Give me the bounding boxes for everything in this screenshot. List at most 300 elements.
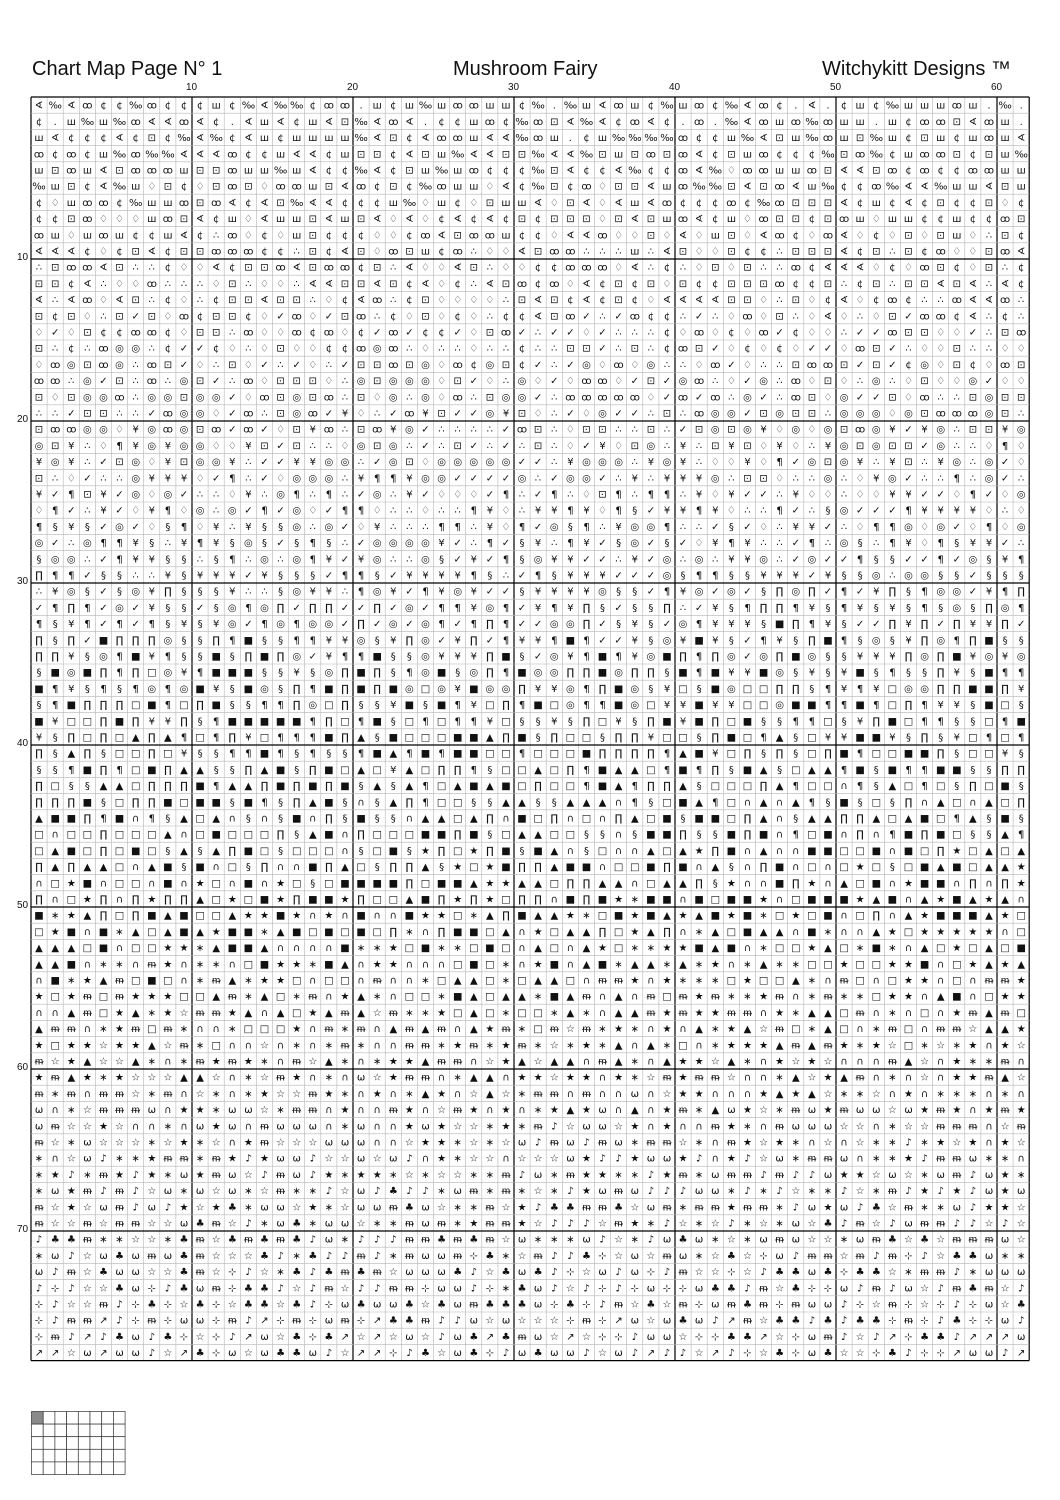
stitch-symbol: ¢ <box>197 230 203 241</box>
column-number: 10 <box>186 82 197 93</box>
stitch-symbol: ∩ <box>615 1089 622 1100</box>
stitch-symbol: ↗ <box>341 1332 349 1343</box>
stitch-symbol: ∢ <box>405 214 413 225</box>
stitch-symbol: ■ <box>501 846 510 857</box>
stitch-symbol: ☆ <box>357 1219 366 1230</box>
stitch-symbol: ☆ <box>67 1348 76 1359</box>
stitch-symbol: ᵯ <box>195 1008 205 1019</box>
stitch-symbol: ■ <box>453 878 462 889</box>
stitch-symbol: ∴ <box>84 441 90 452</box>
stitch-symbol: ᵯ <box>34 1219 44 1230</box>
stitch-symbol: ∗ <box>582 1008 590 1019</box>
stitch-symbol: ‰ <box>1014 149 1027 160</box>
stitch-symbol: □ <box>550 830 559 841</box>
stitch-symbol: ∴ <box>68 376 74 387</box>
stitch-symbol: ⊡ <box>872 279 880 290</box>
stitch-symbol: ш <box>83 230 92 241</box>
stitch-symbol: ✓ <box>534 522 542 533</box>
stitch-symbol: ꝏ <box>614 360 624 371</box>
stitch-symbol: ꝏ <box>920 311 930 322</box>
stitch-symbol: ⊹ <box>132 1316 140 1327</box>
stitch-symbol: ∴ <box>406 522 412 533</box>
stitch-symbol: ∏ <box>438 927 446 938</box>
stitch-symbol: ✓ <box>115 506 123 517</box>
stitch-symbol: ✓ <box>180 360 188 371</box>
stitch-symbol: ‰ <box>660 101 673 112</box>
stitch-symbol: ✓ <box>614 571 622 582</box>
stitch-symbol: ♪ <box>841 1332 847 1343</box>
stitch-symbol: ★ <box>824 1202 833 1213</box>
stitch-symbol: ∩ <box>116 895 123 906</box>
stitch-symbol: ■ <box>83 797 92 808</box>
stitch-symbol: ∏ <box>100 700 108 711</box>
stitch-symbol: ꝏ <box>565 311 575 322</box>
stitch-symbol: ★ <box>131 992 140 1003</box>
stitch-symbol: ∏ <box>631 668 639 679</box>
stitch-symbol: ш <box>292 230 301 241</box>
stitch-symbol: ∩ <box>84 1024 91 1035</box>
stitch-symbol: ◎ <box>325 522 334 533</box>
stitch-symbol: ▲ <box>454 781 462 792</box>
stitch-symbol: ∢ <box>470 149 478 160</box>
stitch-symbol: ¥ <box>213 619 219 630</box>
stitch-symbol: ▲ <box>631 959 639 970</box>
stitch-symbol: ♣ <box>324 1267 333 1278</box>
stitch-symbol: ▲ <box>776 781 784 792</box>
stitch-symbol: ✓ <box>904 425 912 436</box>
stitch-symbol: ◎ <box>743 392 752 403</box>
stitch-symbol: ш <box>888 133 897 144</box>
stitch-symbol: □ <box>888 976 897 987</box>
stitch-symbol: ᵯ <box>453 1105 463 1116</box>
stitch-symbol: □ <box>324 846 333 857</box>
stitch-symbol: ‰ <box>354 117 367 128</box>
stitch-symbol: ᵯ <box>678 1008 688 1019</box>
stitch-symbol: ш <box>630 247 639 258</box>
stitch-symbol: ¶ <box>310 635 316 646</box>
stitch-symbol: ■ <box>340 878 349 889</box>
stitch-symbol: ∴ <box>809 473 815 484</box>
stitch-symbol: ω <box>293 1154 301 1165</box>
stitch-symbol: ◎ <box>1017 490 1026 501</box>
stitch-symbol: ∴ <box>245 554 251 565</box>
stitch-symbol: ♢ <box>147 522 156 533</box>
stitch-symbol: ¶ <box>664 587 670 598</box>
stitch-symbol: ♢ <box>502 247 511 258</box>
stitch-symbol: ¶ <box>471 506 477 517</box>
stitch-symbol: ¥ <box>632 554 638 565</box>
stitch-symbol: ✓ <box>389 571 397 582</box>
stitch-symbol: § <box>1019 571 1024 582</box>
stitch-symbol: ∗ <box>743 1219 751 1230</box>
stitch-symbol: ▲ <box>583 943 591 954</box>
stitch-symbol: ▲ <box>889 781 897 792</box>
stitch-symbol: ᵯ <box>420 1316 430 1327</box>
stitch-symbol: ⊡ <box>824 279 832 290</box>
stitch-symbol: ⊡ <box>550 182 558 193</box>
stitch-symbol: ∏ <box>583 878 591 889</box>
stitch-symbol: ꝏ <box>517 279 527 290</box>
stitch-symbol: ■ <box>1000 781 1009 792</box>
stitch-symbol: § <box>874 781 879 792</box>
stitch-symbol: ◎ <box>389 376 398 387</box>
stitch-symbol: § <box>230 652 235 663</box>
stitch-symbol: ☆ <box>324 1154 333 1165</box>
stitch-symbol: ■ <box>276 781 285 792</box>
stitch-symbol: ☆ <box>276 1138 285 1149</box>
stitch-symbol: ¶ <box>261 619 267 630</box>
stitch-symbol: ♢ <box>791 344 800 355</box>
stitch-symbol: □ <box>324 976 333 987</box>
stitch-symbol: ⊡ <box>293 376 301 387</box>
stitch-symbol: ♢ <box>212 279 221 290</box>
stitch-symbol: ★ <box>421 911 430 922</box>
stitch-symbol: □ <box>195 814 204 825</box>
stitch-symbol: ⊡ <box>309 230 317 241</box>
stitch-symbol: ▲ <box>631 1008 639 1019</box>
stitch-symbol: ♢ <box>743 214 752 225</box>
stitch-symbol: ◎ <box>486 603 495 614</box>
stitch-symbol: ᵯ <box>98 1300 108 1311</box>
stitch-symbol: ♪ <box>165 1283 171 1294</box>
stitch-symbol: ☆ <box>228 1251 237 1262</box>
stitch-symbol: ♢ <box>485 295 494 306</box>
stitch-symbol: □ <box>131 976 140 987</box>
stitch-symbol: ♢ <box>180 263 189 274</box>
stitch-symbol: ⊡ <box>985 247 993 258</box>
stitch-symbol: ω <box>518 1235 526 1246</box>
stitch-symbol: ◎ <box>405 538 414 549</box>
stitch-symbol: ∩ <box>277 943 284 954</box>
stitch-symbol: ★ <box>437 1154 446 1165</box>
stitch-symbol: ♢ <box>469 328 478 339</box>
stitch-symbol: ◎ <box>357 635 366 646</box>
stitch-symbol: ω <box>276 1202 284 1213</box>
stitch-symbol: § <box>230 765 235 776</box>
stitch-symbol: ♪ <box>310 1154 316 1165</box>
stitch-symbol: § <box>230 538 235 549</box>
stitch-symbol: ∴ <box>889 279 895 290</box>
stitch-symbol: § <box>874 603 879 614</box>
stitch-symbol: ♢ <box>308 344 317 355</box>
stitch-symbol: ♢ <box>421 506 430 517</box>
stitch-symbol: □ <box>372 927 381 938</box>
stitch-symbol: ¢ <box>36 214 42 225</box>
stitch-symbol: ¥ <box>680 700 686 711</box>
stitch-symbol: ∩ <box>277 862 284 873</box>
stitch-symbol: ⊡ <box>196 166 204 177</box>
stitch-symbol: ✓ <box>454 619 462 630</box>
stitch-symbol: ꝏ <box>324 392 334 403</box>
stitch-symbol: ◎ <box>695 554 704 565</box>
stitch-symbol: ■ <box>598 959 607 970</box>
stitch-symbol: ✓ <box>631 376 639 387</box>
stitch-symbol: ∢ <box>985 295 993 306</box>
stitch-symbol: ◎ <box>373 344 382 355</box>
stitch-symbol: ¶ <box>342 571 348 582</box>
stitch-symbol: ∴ <box>793 311 799 322</box>
stitch-symbol: ᵯ <box>1000 1057 1010 1068</box>
stitch-symbol: § <box>278 522 283 533</box>
stitch-symbol: ♢ <box>711 247 720 258</box>
stitch-symbol: ‰ <box>612 133 625 144</box>
stitch-symbol: ∴ <box>390 490 396 501</box>
stitch-symbol: ♪ <box>615 1154 621 1165</box>
stitch-symbol: ¥ <box>213 538 219 549</box>
stitch-symbol: § <box>681 571 686 582</box>
stitch-symbol: ꝏ <box>227 247 237 258</box>
stitch-symbol: ■ <box>211 652 220 663</box>
stitch-symbol: ∢ <box>212 263 220 274</box>
stitch-symbol: ¢ <box>261 149 267 160</box>
stitch-symbol: ω <box>840 1202 848 1213</box>
stitch-symbol: ★ <box>260 1089 269 1100</box>
stitch-symbol: § <box>536 716 541 727</box>
stitch-symbol: ∩ <box>100 878 107 889</box>
stitch-symbol: ☆ <box>469 1138 478 1149</box>
stitch-symbol: ♢ <box>614 230 623 241</box>
stitch-symbol: □ <box>807 733 816 744</box>
stitch-symbol: ▲ <box>148 1040 156 1051</box>
stitch-symbol: ⊡ <box>969 425 977 436</box>
stitch-symbol: ∴ <box>776 522 782 533</box>
stitch-symbol: □ <box>453 814 462 825</box>
stitch-symbol: § <box>214 603 219 614</box>
stitch-symbol: ¥ <box>889 652 895 663</box>
stitch-symbol: ★ <box>663 976 672 987</box>
stitch-symbol: ✓ <box>421 490 429 501</box>
stitch-symbol: ⊡ <box>115 166 123 177</box>
stitch-symbol: § <box>165 814 170 825</box>
stitch-symbol: ♢ <box>1017 506 1026 517</box>
stitch-symbol: ■ <box>163 862 172 873</box>
stitch-symbol: ¢ <box>744 344 750 355</box>
stitch-symbol: ∩ <box>937 1008 944 1019</box>
stitch-symbol: ⊡ <box>792 409 800 420</box>
stitch-symbol: ∗ <box>711 1040 719 1051</box>
stitch-symbol: ¢ <box>406 295 412 306</box>
stitch-symbol: ◎ <box>904 522 913 533</box>
stitch-symbol: ꝏ <box>485 230 495 241</box>
stitch-symbol: ▲ <box>389 1024 397 1035</box>
stitch-symbol: ☆ <box>598 1219 607 1230</box>
stitch-symbol: □ <box>823 959 832 970</box>
stitch-symbol: ¥ <box>471 603 477 614</box>
stitch-symbol: ★ <box>485 878 494 889</box>
stitch-symbol: ¥ <box>100 506 106 517</box>
stitch-symbol: ∩ <box>309 943 316 954</box>
stitch-symbol: ∗ <box>260 1057 268 1068</box>
stitch-symbol: ⊹ <box>920 1316 928 1327</box>
stitch-symbol: ¶ <box>229 554 235 565</box>
stitch-symbol: ᵯ <box>694 1073 704 1084</box>
stitch-symbol: ¢ <box>326 230 332 241</box>
stitch-symbol: ᵯ <box>372 1267 382 1278</box>
stitch-symbol: ꝏ <box>453 133 463 144</box>
stitch-symbol: ꝏ <box>356 311 366 322</box>
stitch-symbol: ♢ <box>598 198 607 209</box>
stitch-symbol: ▲ <box>261 765 269 776</box>
stitch-symbol: ▲ <box>567 1057 575 1068</box>
stitch-symbol: ★ <box>389 959 398 970</box>
stitch-symbol: ✓ <box>454 409 462 420</box>
stitch-symbol: ♢ <box>228 441 237 452</box>
stitch-symbol: ◎ <box>502 684 511 695</box>
stitch-symbol: ■ <box>83 878 92 889</box>
stitch-symbol: ш <box>115 230 124 241</box>
stitch-symbol: ∗ <box>647 1219 655 1230</box>
stitch-symbol: ■ <box>743 895 752 906</box>
stitch-symbol: ∴ <box>261 587 267 598</box>
stitch-symbol: § <box>37 765 42 776</box>
stitch-symbol: □ <box>936 781 945 792</box>
stitch-symbol: § <box>987 830 992 841</box>
stitch-symbol: ✓ <box>534 360 542 371</box>
stitch-symbol: ᵯ <box>275 1170 285 1181</box>
stitch-symbol: ¶ <box>455 603 461 614</box>
stitch-symbol: ▲ <box>808 1008 816 1019</box>
stitch-symbol: ★ <box>67 992 76 1003</box>
stitch-symbol: ⊡ <box>550 166 558 177</box>
stitch-symbol: ♪ <box>310 1267 316 1278</box>
stitch-symbol: ω <box>228 1348 236 1359</box>
stitch-symbol: ▲ <box>599 797 607 808</box>
stitch-symbol: ᵯ <box>275 1073 285 1084</box>
stitch-symbol: ⊡ <box>357 247 365 258</box>
stitch-symbol: ♪ <box>938 1283 944 1294</box>
stitch-symbol: ¢ <box>358 328 364 339</box>
stitch-symbol: ¢ <box>455 311 461 322</box>
stitch-symbol: ¢ <box>277 133 283 144</box>
stitch-symbol: ⊹ <box>325 1300 333 1311</box>
stitch-symbol: ⊡ <box>148 133 156 144</box>
stitch-symbol: ∴ <box>52 473 58 484</box>
stitch-symbol: ⊡ <box>212 311 220 322</box>
stitch-symbol: ∴ <box>873 457 879 468</box>
stitch-symbol: ω <box>598 1267 606 1278</box>
stitch-symbol: ∢ <box>502 182 510 193</box>
stitch-symbol: § <box>343 814 348 825</box>
stitch-symbol: ✓ <box>260 425 268 436</box>
stitch-symbol: ▲ <box>212 814 220 825</box>
stitch-symbol: ♢ <box>485 182 494 193</box>
stitch-symbol: ⊡ <box>389 182 397 193</box>
stitch-symbol: ♢ <box>196 263 205 274</box>
stitch-symbol: ш <box>1001 149 1010 160</box>
stitch-symbol: □ <box>485 959 494 970</box>
stitch-symbol: ∩ <box>776 814 783 825</box>
stitch-symbol: ▲ <box>583 927 591 938</box>
stitch-symbol: ◎ <box>67 587 76 598</box>
stitch-symbol: ★ <box>389 943 398 954</box>
stitch-symbol: ∏ <box>357 895 365 906</box>
stitch-symbol: ∴ <box>551 344 557 355</box>
stitch-symbol: ■ <box>453 749 462 760</box>
stitch-symbol: ¥ <box>294 457 300 468</box>
stitch-symbol: ⊡ <box>953 360 961 371</box>
stitch-symbol: ⊡ <box>550 311 558 322</box>
stitch-symbol: ∴ <box>471 247 477 258</box>
stitch-symbol: ∗ <box>454 1138 462 1149</box>
stitch-symbol: ∴ <box>133 571 139 582</box>
stitch-symbol: ♢ <box>759 522 768 533</box>
stitch-symbol: ꝏ <box>324 425 334 436</box>
stitch-symbol: □ <box>968 733 977 744</box>
stitch-symbol: ♢ <box>196 473 205 484</box>
stitch-symbol: ∗ <box>502 976 510 987</box>
stitch-symbol: ꝏ <box>227 149 237 160</box>
stitch-symbol: ♪ <box>535 1202 541 1213</box>
stitch-symbol: ♣ <box>469 1235 478 1246</box>
stitch-symbol: ω <box>1001 1235 1009 1246</box>
stitch-symbol: ★ <box>888 959 897 970</box>
stitch-symbol: ▲ <box>212 943 220 954</box>
stitch-symbol: ¥ <box>390 635 396 646</box>
stitch-symbol: ш <box>324 133 333 144</box>
stitch-symbol: ☆ <box>663 1089 672 1100</box>
stitch-symbol: ⊹ <box>35 1316 43 1327</box>
stitch-symbol: ★ <box>180 1105 189 1116</box>
stitch-symbol: ☆ <box>469 1121 478 1132</box>
stitch-symbol: □ <box>372 830 381 841</box>
stitch-symbol: ᵯ <box>98 1089 108 1100</box>
stitch-symbol: ¥ <box>632 652 638 663</box>
stitch-symbol: ¥ <box>680 473 686 484</box>
stitch-symbol: ¶ <box>310 538 316 549</box>
stitch-symbol: ⊡ <box>904 230 912 241</box>
stitch-symbol: ★ <box>83 895 92 906</box>
stitch-symbol: ◎ <box>83 392 92 403</box>
stitch-symbol: ш <box>888 117 897 128</box>
stitch-symbol: § <box>85 781 90 792</box>
stitch-symbol: ∏ <box>712 846 720 857</box>
stitch-symbol: ∢ <box>631 263 639 274</box>
stitch-symbol: ★ <box>212 1057 221 1068</box>
stitch-symbol: ∏ <box>84 749 92 760</box>
stitch-symbol: ¥ <box>1018 684 1024 695</box>
stitch-symbol: □ <box>34 830 43 841</box>
stitch-symbol: ꝏ <box>50 360 60 371</box>
stitch-symbol: § <box>520 846 525 857</box>
stitch-symbol: ★ <box>566 911 575 922</box>
stitch-symbol: ∏ <box>164 781 172 792</box>
row-number: 40 <box>17 738 28 749</box>
stitch-symbol: ∴ <box>535 328 541 339</box>
stitch-symbol: □ <box>34 846 43 857</box>
stitch-symbol: ♪ <box>310 1300 316 1311</box>
stitch-symbol: ∩ <box>760 1073 767 1084</box>
stitch-symbol: ♪ <box>149 1332 155 1343</box>
stitch-symbol: ◎ <box>711 473 720 484</box>
stitch-symbol: ⊹ <box>856 1300 864 1311</box>
stitch-symbol: ¥ <box>551 506 557 517</box>
stitch-symbol: ✓ <box>99 522 107 533</box>
stitch-symbol: ∗ <box>212 1105 220 1116</box>
stitch-symbol: ★ <box>292 959 301 970</box>
stitch-symbol: ᵯ <box>839 976 849 987</box>
stitch-symbol: ⊡ <box>196 425 204 436</box>
stitch-symbol: ★ <box>663 943 672 954</box>
stitch-symbol: ▲ <box>567 992 575 1003</box>
stitch-symbol: ☆ <box>775 1283 784 1294</box>
stitch-symbol: § <box>375 862 380 873</box>
stitch-symbol: ¥ <box>535 587 541 598</box>
stitch-symbol: ♣ <box>196 1348 205 1359</box>
stitch-symbol: ¢ <box>760 247 766 258</box>
stitch-symbol: ¥ <box>954 668 960 679</box>
stitch-symbol: ⊡ <box>631 182 639 193</box>
stitch-symbol: ♪ <box>938 1186 944 1197</box>
